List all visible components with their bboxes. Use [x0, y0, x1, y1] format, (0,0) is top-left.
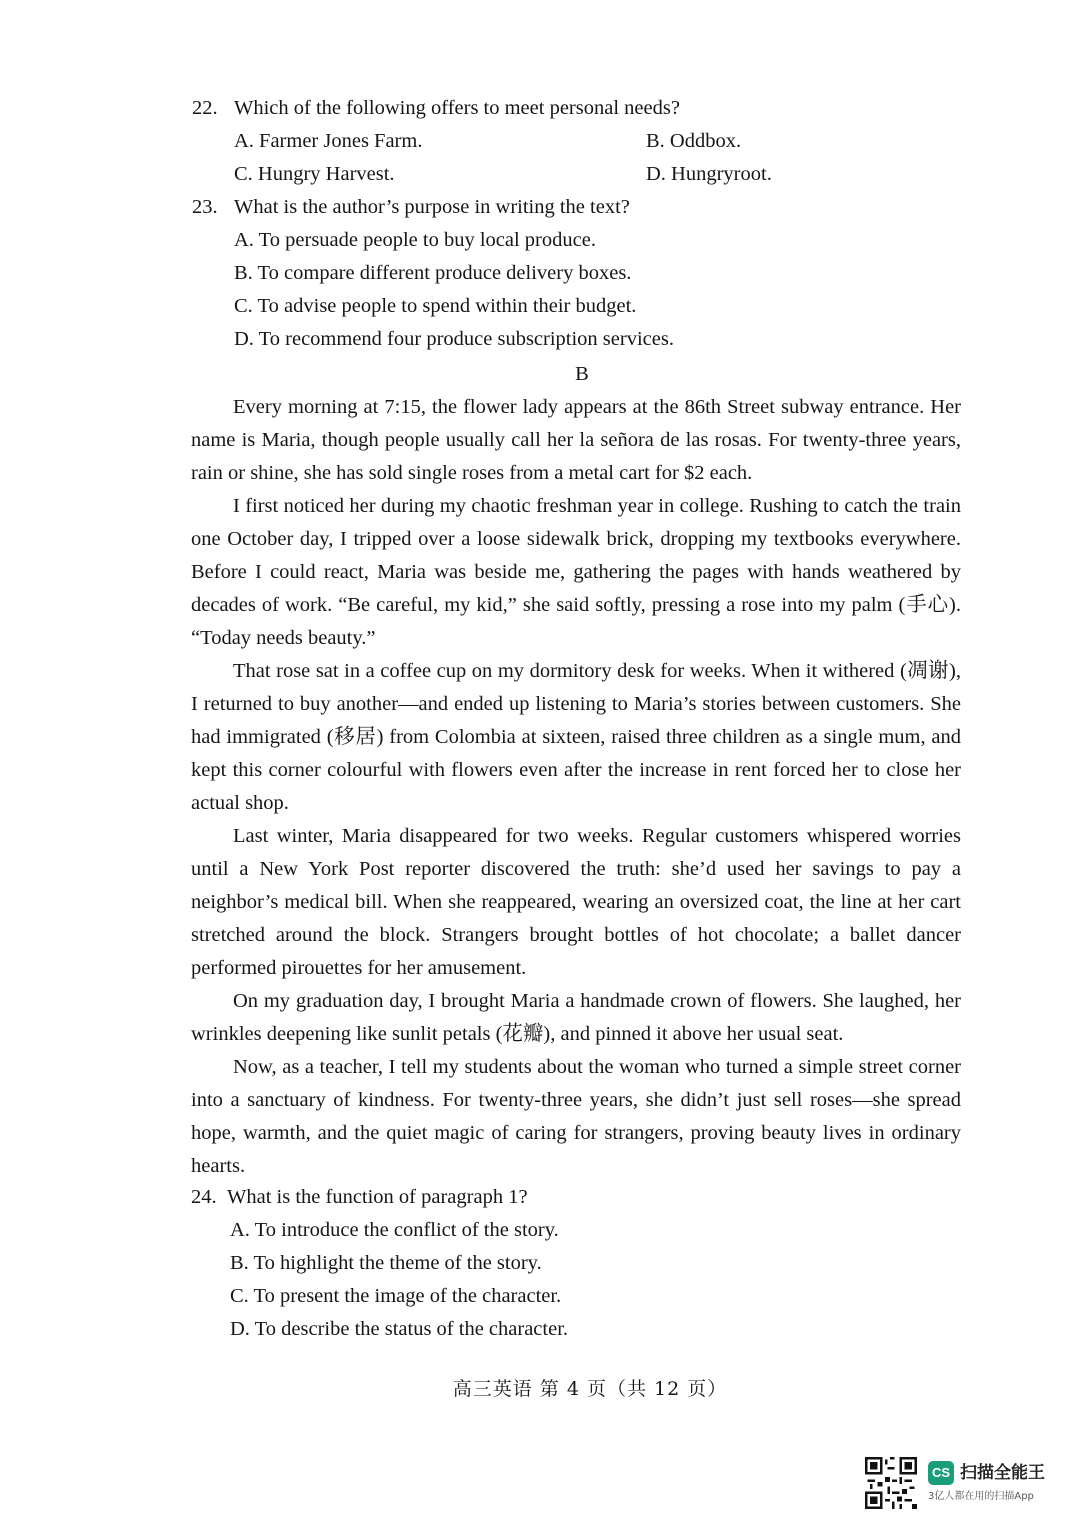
question-number: 24. — [191, 1186, 217, 1208]
passage-paragraph: Every morning at 7:15, the flower lady appears at the 86th Street subway entrance. Her name is Maria, though people usually call her la señora de las rosas. For twenty-three years, rain or shine, she has sold single roses from a metal cart for $2 each. — [191, 396, 961, 484]
question-23 — [192, 191, 630, 224]
camscanner-logo: CS — [928, 1461, 954, 1485]
qr-code-icon — [865, 1457, 917, 1509]
option-d: D. To recommend four produce subscription services. — [234, 328, 674, 350]
passage-paragraph: That rose sat in a coffee cup on my dormitory desk for weeks. When it withered (凋谢), I returned to buy another—and ended up listening to Maria’s stories between customers. She had immigrated (移居) from Colombia at sixteen, raised three children as a single mum, and kept this corner colourful with flowers even after the increase in rent forced her to close her actual shop. — [191, 660, 961, 814]
option-c: C. To present the image of the character. — [230, 1285, 562, 1307]
scanner-app-name: 扫描全能王 — [960, 1463, 1045, 1483]
option-a: A. To introduce the conflict of the story. — [230, 1219, 559, 1241]
option-c: C. Hungry Harvest. — [234, 163, 395, 185]
question-22 — [192, 92, 680, 125]
option-d: D. Hungryroot. — [646, 163, 772, 185]
option-a: A. Farmer Jones Farm. — [234, 130, 423, 152]
question-stem: What is the author’s purpose in writing the text? — [234, 196, 630, 218]
passage-paragraph: On my graduation day, I brought Maria a handmade crown of flowers. She laughed, her wrinkles deepening like sunlit petals (花瓣), and pinned it above her usual seat. — [191, 990, 961, 1045]
option-d: D. To describe the status of the character. — [230, 1318, 569, 1340]
question-number: 23. — [192, 196, 218, 218]
page-footer: 高三英语 第 4 页（共 12 页） — [452, 1378, 728, 1400]
passage-paragraph: Now, as a teacher, I tell my students about the woman who turned a simple street corner into a sanctuary of kindness. For twenty-three years, she didn’t just sell roses—she spread hope, warmth, and the quiet magic of caring for strangers, proving beauty lives in ordinary hearts. — [191, 1056, 961, 1177]
option-a: A. To persuade people to buy local produce. — [234, 229, 596, 251]
question-stem: Which of the following offers to meet personal needs? — [234, 97, 680, 119]
option-c: C. To advise people to spend within their budget. — [234, 295, 637, 317]
reading-passage — [191, 391, 961, 1183]
scanner-tagline: 3亿人都在用的扫描App — [928, 1491, 1034, 1502]
option-b: B. To highlight the theme of the story. — [230, 1252, 542, 1274]
passage-paragraph: Last winter, Maria disappeared for two weeks. Regular customers whispered worries until a New York Post reporter discovered the truth: she’d used her savings to pay a neighbor’s medical bill. When she reappeared, wearing an oversized coat, the line at her cart stretched around the block. Strangers brought bottles of hot chocolate; a ballet dancer performed pirouettes for her amusement. — [191, 825, 961, 979]
question-number: 22. — [192, 97, 218, 119]
option-b: B. Oddbox. — [646, 130, 742, 152]
section-title: B — [575, 363, 589, 385]
question-stem: What is the function of paragraph 1? — [227, 1186, 528, 1208]
passage-paragraph: I first noticed her during my chaotic freshman year in college. Rushing to catch the train one October day, I tripped over a loose sidewalk brick, dropping my textbooks everywhere. Before I could react, Maria was beside me, gathering the pages with hands weathered by decades of work. “Be careful, my kid,” she said softly, pressing a rose into my palm (手心). “Today needs beauty.” — [191, 495, 961, 649]
question-24 — [191, 1181, 528, 1214]
option-b: B. To compare different produce delivery boxes. — [234, 262, 632, 284]
